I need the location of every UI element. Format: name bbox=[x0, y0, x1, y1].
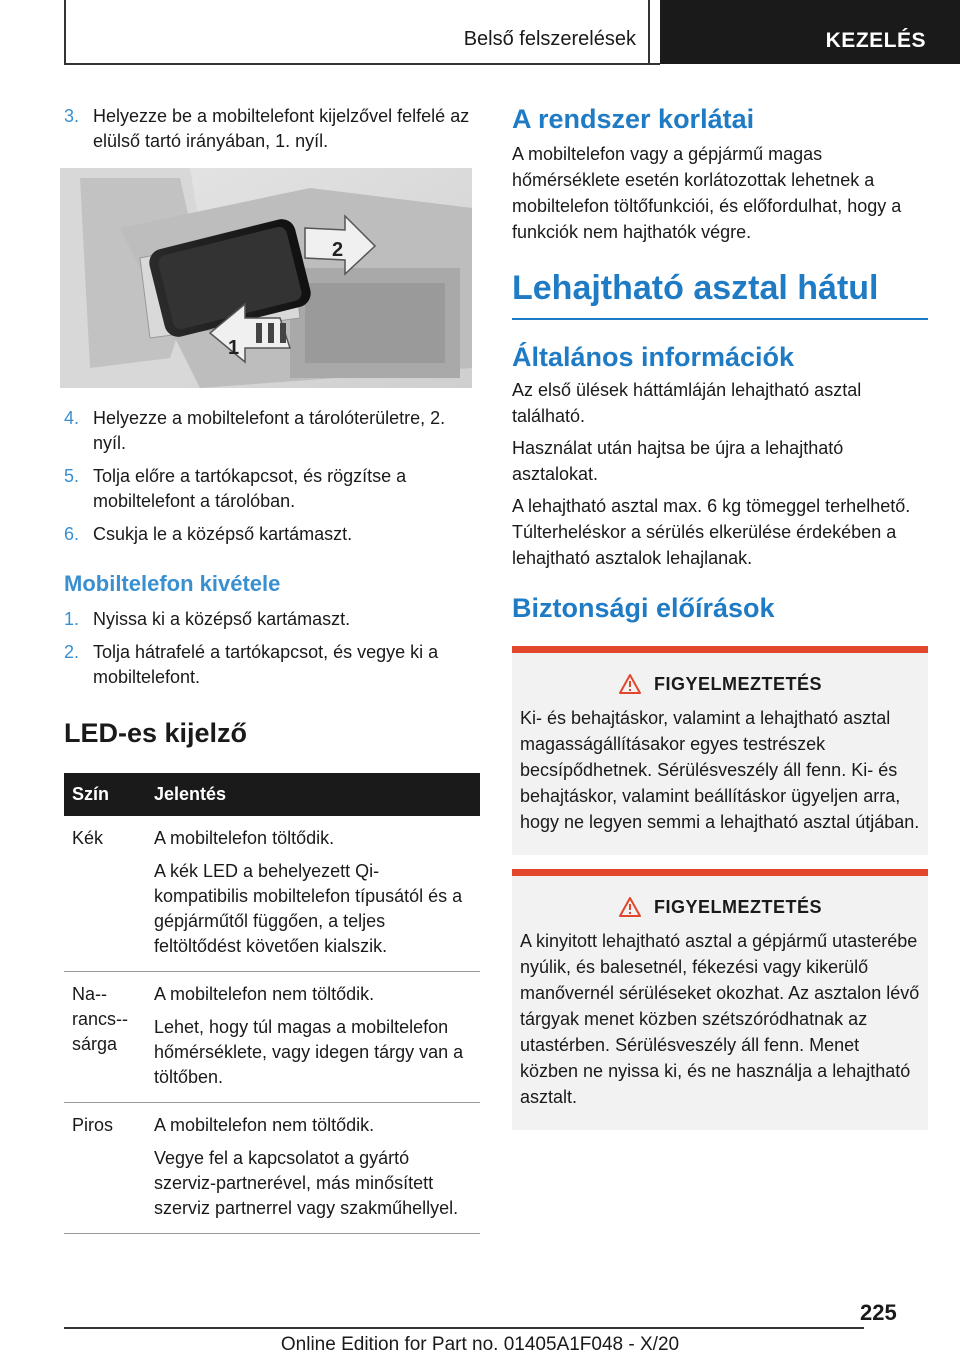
led-heading: LED-es kijelző bbox=[64, 718, 248, 748]
warning-label: FIGYELMEZTETÉS bbox=[653, 896, 822, 917]
table-header-color: Szín bbox=[64, 773, 146, 816]
limits-text: A mobiltelefon vagy a gépjármű magas hőmérséklete esetén korlátozottak lehetnek a mobiltelefon töltőfunkciói, és előfordulhat, hogy a funkciók nem hajthatók végre. bbox=[512, 144, 902, 242]
meaning-line: A mobiltelefon nem töltődik. bbox=[154, 1115, 375, 1135]
general-paragraph: Használat után hajtsa be újra a lehajtható asztalokat. bbox=[512, 438, 844, 484]
warning-box bbox=[512, 646, 928, 855]
left-column bbox=[64, 104, 480, 1234]
step-item bbox=[64, 522, 480, 547]
warning-text: Ki- és behajtáskor, valamint a lehajtható asztal magasságállításakor egyes testrészek becsípődhetnek. Sérülésveszély áll fenn. Ki- és behajtáskor, valamint beállításkor ügyeljen arra, hogy ne legyen semmi a lehajtható asztal útjában. bbox=[520, 708, 920, 832]
warning-label: FIGYELMEZTETÉS bbox=[653, 673, 822, 694]
svg-text:1: 1 bbox=[228, 337, 240, 359]
step-text: Tolja előre a tartókapcsot, és rögzítse a mobiltelefont a tárolóban. bbox=[93, 466, 407, 511]
header-left-border bbox=[64, 0, 66, 64]
step-number: 4. bbox=[64, 408, 80, 428]
removal-heading: Mobiltelefon kivétele bbox=[64, 571, 281, 596]
general-heading: Általános információk bbox=[512, 342, 795, 372]
meaning-line: A mobiltelefon töltődik. bbox=[154, 828, 335, 848]
step-text: Helyezze a mobiltelefont a tárolóterületre, 2. nyíl. bbox=[93, 408, 446, 453]
table-cell-color: Piros bbox=[64, 1103, 146, 1234]
table-header-meaning: Jelentés bbox=[146, 773, 480, 816]
step-number: 5. bbox=[64, 466, 80, 486]
table-header-row bbox=[64, 773, 480, 816]
table-row bbox=[64, 1103, 480, 1234]
step-text: Helyezze be a mobiltelefont kijelzővel felfelé az elülső tartó irányában, 1. nyíl. bbox=[93, 106, 470, 151]
meaning-line: A mobiltelefon nem töltődik. bbox=[154, 984, 375, 1004]
footer-edition: Online Edition for Part no. 01405A1F048 - X/20 bbox=[280, 1334, 680, 1355]
right-column bbox=[512, 104, 928, 1144]
step-item bbox=[64, 104, 480, 154]
table-cell-meaning bbox=[146, 972, 480, 1103]
warning-text: A kinyitott lehajtható asztal a gépjármű utasterébe nyúlik, és balesetnél, fékezési vagy kikerülő manővernél sérüléseket okozhat. Az asztalon lévő tárgyak menet közben szétszóródhatnak az utastérben. Sérülésveszély áll fenn. Menet közben ne nyissa ki, és ne használja a lehajtható asztalt. bbox=[520, 931, 920, 1107]
section-heading: Lehajtható asztal hátul bbox=[512, 269, 928, 320]
step-number: 3. bbox=[64, 106, 80, 126]
page-number: 225 bbox=[860, 1300, 897, 1325]
header-section-title: Belső felszerelések bbox=[463, 28, 636, 50]
step-item bbox=[64, 607, 480, 632]
step-number: 2. bbox=[64, 642, 80, 662]
header-separator bbox=[648, 0, 650, 64]
table-cell-meaning bbox=[146, 1103, 480, 1234]
limits-heading: A rendszer korlátai bbox=[512, 104, 755, 134]
warning-triangle-icon bbox=[618, 673, 642, 695]
phone-holder-photo bbox=[60, 168, 472, 388]
general-paragraph: Az első ülések háttámláján lehajtható asztal található. bbox=[512, 380, 862, 426]
step-number: 1. bbox=[64, 609, 80, 629]
general-paragraph: A lehajtható asztal max. 6 kg tömeggel terhelhető. Túlterheléskor a sérülés elkerülése érdekében a lehajtható asztalok lehajlanak. bbox=[512, 496, 911, 568]
warning-triangle-icon bbox=[618, 896, 642, 918]
table-cell-meaning bbox=[146, 816, 480, 972]
warning-box bbox=[512, 869, 928, 1130]
meaning-line: Vegye fel a kapcsolatot a gyártó szerviz-partnerével, más minősített szerviz partnerrel vagy szakműhellyel. bbox=[154, 1148, 459, 1218]
meaning-line: Lehet, hogy túl magas a mobiltelefon hőmérséklete, vagy idegen tárgy van a töltőben. bbox=[154, 1017, 464, 1087]
step-item bbox=[64, 464, 480, 514]
step-text: Csukja le a középső kartámaszt. bbox=[93, 524, 353, 544]
step-text: Tolja hátrafelé a tartókapcsot, és vegye ki a mobiltelefont. bbox=[93, 642, 439, 687]
table-row bbox=[64, 972, 480, 1103]
meaning-line: A kék LED a behelyezett Qi-kompatibilis mobiltelefon típusától és a gépjárműtől függően, a teljes feltöltődést követően kialszik. bbox=[154, 861, 463, 956]
step-text: Nyissa ki a középső kartámaszt. bbox=[93, 609, 351, 629]
table-row bbox=[64, 816, 480, 972]
step-item bbox=[64, 640, 480, 690]
step-number: 6. bbox=[64, 524, 80, 544]
warning-header bbox=[520, 896, 920, 918]
table-cell-color: Na-rancs-sárga bbox=[64, 972, 146, 1103]
svg-text:2: 2 bbox=[332, 239, 344, 261]
led-table bbox=[64, 773, 480, 1234]
header-divider bbox=[64, 63, 660, 65]
chapter-tab[interactable]: KEZELÉS bbox=[660, 0, 960, 64]
step-item bbox=[64, 406, 480, 456]
warning-header bbox=[520, 673, 920, 695]
safety-heading: Biztonsági előírások bbox=[512, 593, 775, 623]
table-cell-color: Kék bbox=[64, 816, 146, 972]
footer-divider bbox=[64, 1327, 864, 1329]
